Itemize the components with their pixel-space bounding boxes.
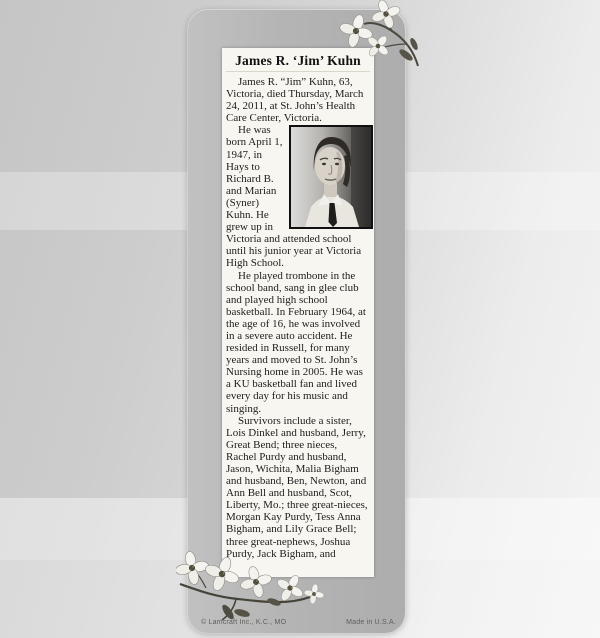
- obituary-paragraph-3-text: He played trombone in the school band, sang in glee club and played high school basketball. In February 1964, at the age of 16, he was involved in a severe auto accident. He resided in Russell, for many years and moved to St. John’s Nursing home in 2005. He was a KU basketball fan and lived every day for his music and singing.: [226, 269, 366, 415]
- obituary-paragraph-2-text: He was born April 1, 1947, in Hays to Richard B. and Marian (Syner) Kuhn. He grew up in Victoria and attended school until his junior year at Victoria High School.: [226, 124, 362, 270]
- obituary-title: James R. ‘Jim’ Kuhn: [226, 53, 370, 72]
- copyright-text: © Lamcraft Inc., K.C., MO: [201, 619, 287, 626]
- obituary-paragraph-1-text: James R. “Jim” Kuhn, 63, Victoria, died Thursday, March 24, 2011, at St. John’s Health Care Center, Victoria.: [226, 76, 364, 125]
- obituary-paragraph-4: [226, 415, 370, 560]
- portrait-photo-graphic: [291, 127, 371, 227]
- obituary-paragraph-1: [226, 76, 370, 124]
- dogwood-flowers-top-icon: [326, 0, 426, 72]
- made-in-text: Made in U.S.A.: [346, 619, 396, 626]
- obituary-paragraph-2: [226, 124, 370, 269]
- dogwood-flowers-bottom-icon: [176, 546, 328, 630]
- obituary-panel: [222, 48, 374, 577]
- obituary-paragraph-3: [226, 270, 370, 415]
- obituary-paragraph-4-text: Survivors include a sister, Lois Dinkel and husband, Jerry, Great Bend; three nieces, Rachel Purdy and husband, Jason, Wichita, Malia Bigham and husband, Ben, Newton, and Ann Bell and husband, Scot, Liberty, Mo.; three great-nieces, Morgan Kay Purdy, Tess Anna Bigham, and Lily Grace Bell; three great-nephews, Joshua Purdy, Jack Bigham, and: [226, 414, 368, 560]
- bookmark-card: [188, 10, 405, 633]
- portrait-photo: [289, 125, 373, 229]
